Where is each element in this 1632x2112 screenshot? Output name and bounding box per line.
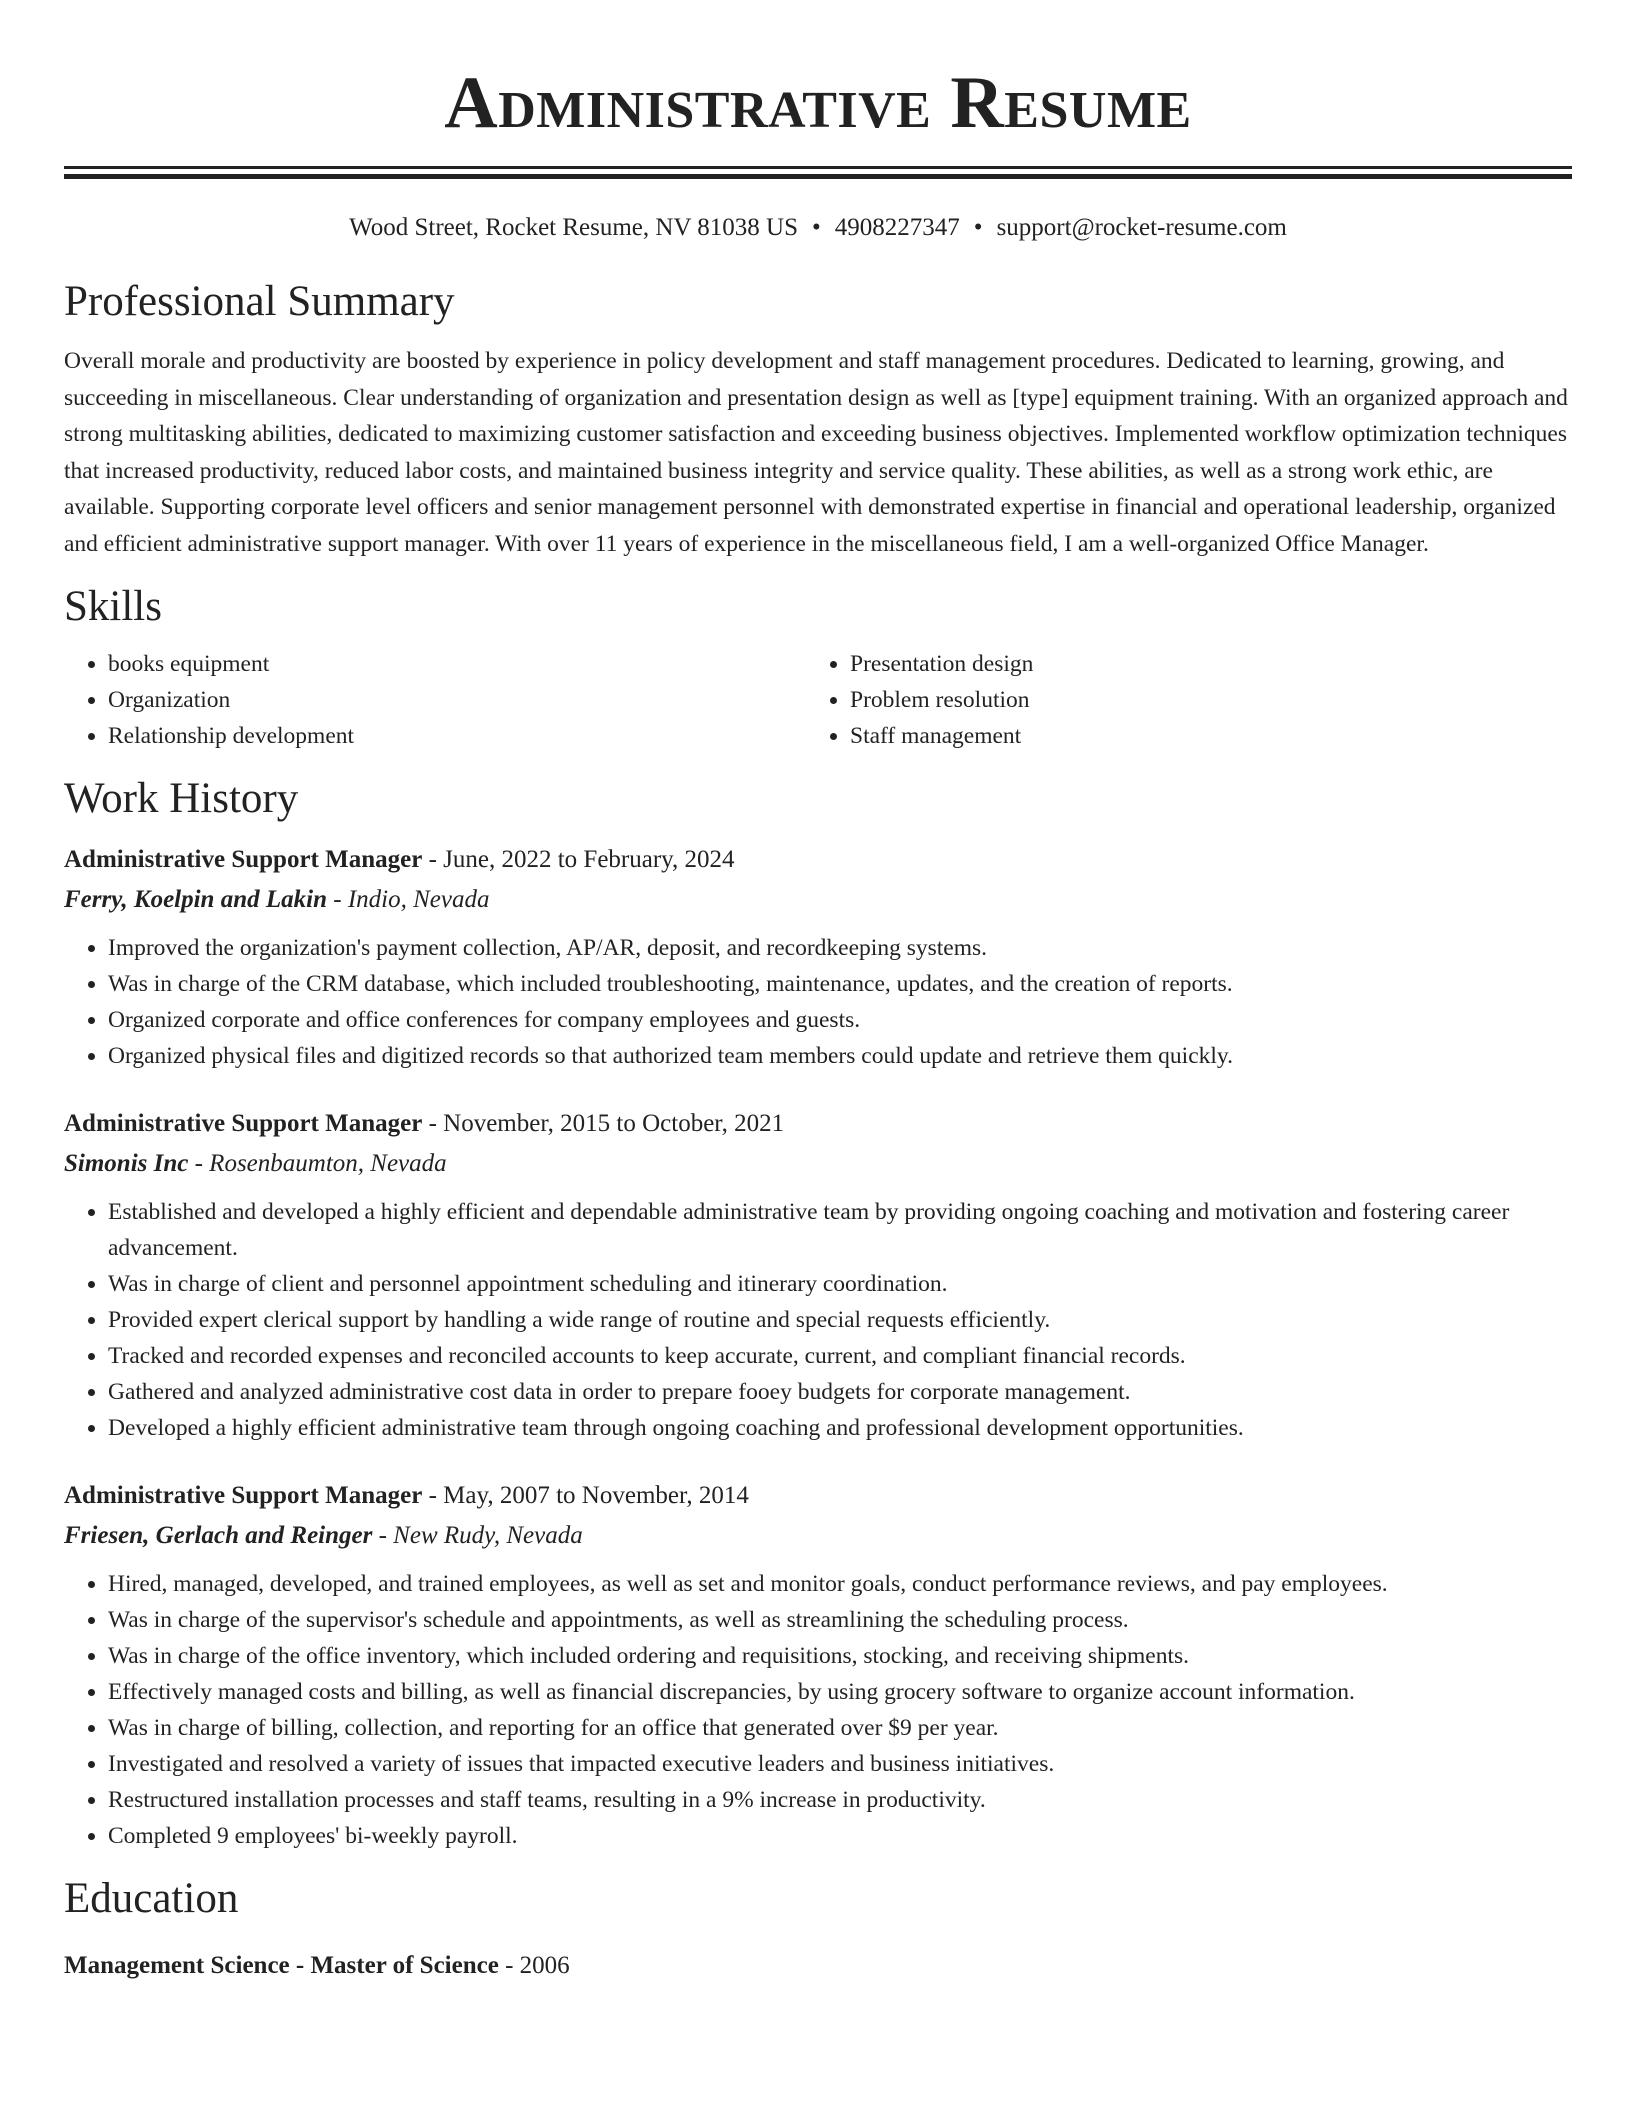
skill-item: • Organization <box>108 682 806 718</box>
job-entry <box>64 1104 1572 1446</box>
job-dates: - November, 2015 to October, 2021 <box>422 1110 785 1137</box>
contact-email[interactable]: support@rocket-resume.com <box>996 214 1287 241</box>
skills-list-right <box>806 646 1548 754</box>
skill-item: • Presentation design <box>850 646 1548 682</box>
job-entry <box>64 1476 1572 1854</box>
title-divider-top <box>64 166 1572 169</box>
job-location: - Indio, Nevada <box>327 886 490 913</box>
duty-item: • Effectively managed costs and billing, as well as financial discrepancies, by using grocery software to organize account information. <box>108 1674 1572 1710</box>
skills-section <box>64 580 1572 754</box>
skills-list-left <box>64 646 806 754</box>
skill-item: • Staff management <box>850 718 1548 754</box>
duty-item: • Provided expert clerical support by handling a wide range of routine and special requests efficiently. <box>108 1302 1572 1338</box>
job-title-line <box>64 840 1572 880</box>
contact-address: Wood Street, Rocket Resume, NV 81038 US <box>349 214 799 241</box>
job-company-line <box>64 1144 1572 1184</box>
job-company: Simonis Inc <box>64 1150 189 1177</box>
contact-separator: • <box>973 214 983 241</box>
duty-item: • Organized physical files and digitized records so that authorized team members could update and retrieve them quickly. <box>108 1038 1572 1074</box>
job-role: Administrative Support Manager <box>64 846 423 873</box>
duty-item: • Was in charge of the CRM database, which included troubleshooting, maintenance, updates, and the creation of reports. <box>108 966 1572 1002</box>
skill-item: • books equipment <box>108 646 806 682</box>
contact-separator: • <box>812 214 821 241</box>
job-duties-list <box>64 930 1572 1074</box>
duty-item: • Hired, managed, developed, and trained employees, as well as set and monitor goals, conduct performance reviews, and pay employees. <box>108 1566 1572 1602</box>
education-section <box>64 1872 1572 1986</box>
duty-item: • Completed 9 employees' bi-weekly payroll. <box>108 1818 1572 1854</box>
resume-title: Administrative Resume <box>444 62 1192 144</box>
section-heading-work: Work History <box>64 775 299 822</box>
job-duties-list <box>64 1194 1572 1446</box>
duty-item: • Gathered and analyzed administrative cost data in order to prepare fooey budgets for corporate management. <box>108 1374 1572 1410</box>
duty-item: • Was in charge of billing, collection, and reporting for an office that generated over $9 per year. <box>108 1710 1572 1746</box>
duty-item: • Investigated and resolved a variety of issues that impacted executive leaders and business initiatives. <box>108 1746 1572 1782</box>
duty-item: • Tracked and recorded expenses and reconciled accounts to keep accurate, current, and compliant financial records. <box>108 1338 1572 1374</box>
duty-item: • Restructured installation processes and staff teams, resulting in a 9% increase in productivity. <box>108 1782 1572 1818</box>
resume-page <box>64 0 1572 1986</box>
duty-item: • Established and developed a highly efficient and dependable administrative team by providing ongoing coaching and motivation and fostering career advancement. <box>108 1194 1572 1266</box>
professional-summary-section <box>64 275 1572 562</box>
title-divider-bottom <box>64 174 1572 179</box>
education-entry <box>64 1946 1572 1986</box>
skills-grid <box>64 646 1572 754</box>
job-company-line <box>64 880 1572 920</box>
job-dates: - May, 2007 to November, 2014 <box>422 1482 749 1509</box>
job-role: Administrative Support Manager <box>64 1482 423 1509</box>
job-company: Friesen, Gerlach and Reinger <box>64 1522 373 1549</box>
duty-item: • Developed a highly efficient administrative team through ongoing coaching and professional development opportunities. <box>108 1410 1572 1446</box>
skill-item: • Problem resolution <box>850 682 1548 718</box>
work-history-section <box>64 772 1572 1854</box>
duty-item: • Was in charge of the supervisor's schedule and appointments, as well as streamlining the scheduling process. <box>108 1602 1572 1638</box>
duty-item: • Organized corporate and office conferences for company employees and guests. <box>108 1002 1572 1038</box>
section-heading-skills: Skills <box>64 583 162 630</box>
skill-item: • Relationship development <box>108 718 806 754</box>
contact-line <box>64 211 1572 245</box>
job-location: - New Rudy, Nevada <box>372 1522 583 1549</box>
job-company: Ferry, Koelpin and Lakin <box>64 886 327 913</box>
duty-item: • Was in charge of client and personnel appointment scheduling and itinerary coordination. <box>108 1266 1572 1302</box>
contact-phone[interactable]: 4908227347 <box>834 214 960 241</box>
job-title-line <box>64 1476 1572 1516</box>
job-company-line <box>64 1516 1572 1556</box>
job-location: - Rosenbaumton, Nevada <box>188 1150 447 1177</box>
education-year: - 2006 <box>498 1952 570 1979</box>
job-role: Administrative Support Manager <box>64 1110 423 1137</box>
education-degree: Management Science - Master of Science <box>64 1952 499 1979</box>
duty-item: • Improved the organization's payment collection, AP/AR, deposit, and recordkeeping systems. <box>108 930 1572 966</box>
job-duties-list <box>64 1566 1572 1854</box>
section-heading-education: Education <box>64 1875 239 1922</box>
duty-item: • Was in charge of the office inventory, which included ordering and requisitions, stocking, and receiving shipments. <box>108 1638 1572 1674</box>
job-title-line <box>64 1104 1572 1144</box>
summary-text: Overall morale and productivity are boosted by experience in policy development and staff management procedures. Dedicated to learning, growing, and succeeding in miscellaneous. Clear understanding of organization and presentation design as well as [type] equipment training. With an organized approach and strong multitasking abilities, dedicated to maximizing customer satisfaction and exceeding business objectives. Implemented workflow optimization techniques that increased productivity, reduced labor costs, and maintained business integrity and service quality. These abilities, as well as a strong work ethic, are available. Supporting corporate level officers and senior management personnel with demonstrated expertise in financial and operational leadership, organized and efficient administrative support manager. With over 11 years of experience in the miscellaneous field, I am a well-organized Office Manager. <box>64 348 1568 557</box>
job-entry <box>64 840 1572 1074</box>
section-heading-summary: Professional Summary <box>64 278 455 325</box>
job-dates: - June, 2022 to February, 2024 <box>422 846 735 873</box>
